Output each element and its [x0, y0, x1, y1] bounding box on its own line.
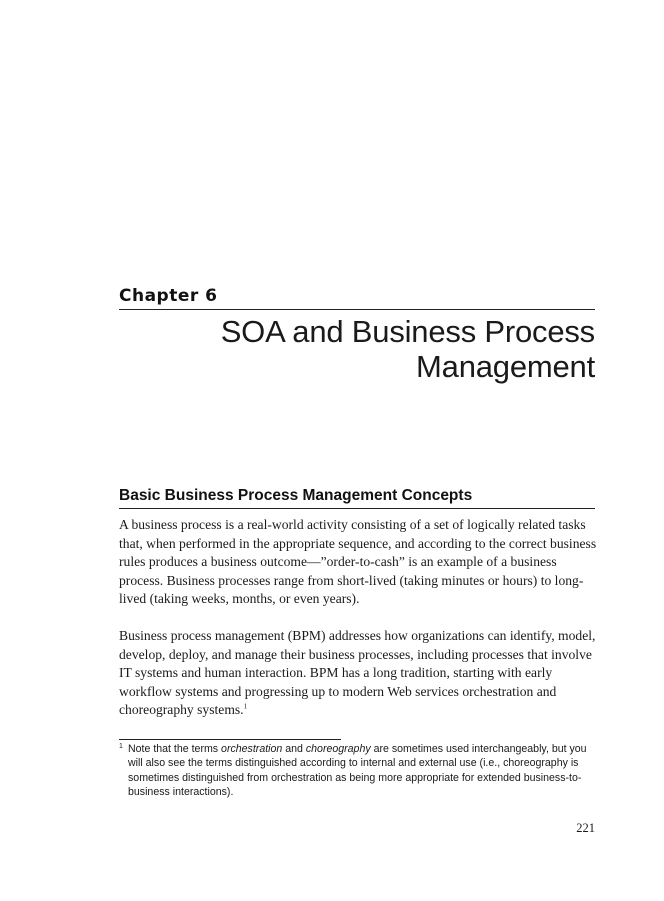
- footnote-text-part-3: are sometimes used interchangeably, but you will also see the terms distinguished according to internal and external use (i.e., choreography is sometimes distinguished from orchestration as being more appropriate for extended business-to-business interactions).: [128, 743, 587, 799]
- chapter-label: Chapter 6: [119, 286, 218, 306]
- footnote-text-part-2: and: [282, 743, 306, 755]
- chapter-title-line-2: Management: [416, 349, 595, 384]
- page-number: 221: [576, 821, 595, 835]
- chapter-divider: [119, 309, 595, 310]
- chapter-title: [119, 314, 595, 384]
- chapter-title-line-1: SOA and Business Process: [220, 314, 595, 349]
- body-paragraph-2-text: Business process management (BPM) addresses how organizations can identify, model, develop, deploy, and manage their business processes, including processes that involve IT systems and human interaction. BPM has a long tradition, starting with early workflow systems and progressing up to modern Web services orchestration and choreography systems.: [119, 628, 596, 718]
- footnote: [119, 742, 599, 800]
- footnote-reference[interactable]: 1: [243, 702, 248, 711]
- footnote-text: [119, 742, 599, 800]
- footnote-divider: [119, 739, 341, 740]
- section-divider: [119, 508, 595, 509]
- section-heading: Basic Business Process Management Concepts: [119, 487, 473, 504]
- footnote-term-orchestration: orchestration: [221, 743, 283, 755]
- body-paragraph-2: [119, 627, 599, 720]
- footnote-text-part-1: Note that the terms: [128, 743, 222, 755]
- body-paragraph-1: A business process is a real-world activity consisting of a set of logically related tasks that, when performed in the appropriate sequence, and according to the correct business rules produces a business outcome—”order-to-cash” is an example of a business process. Business processes range from short-lived (taking minutes or hours) to long-lived (taking weeks, months, or even years).: [119, 517, 597, 607]
- footnote-marker: 1: [119, 743, 123, 750]
- footnote-term-choreography: choreography: [305, 743, 371, 755]
